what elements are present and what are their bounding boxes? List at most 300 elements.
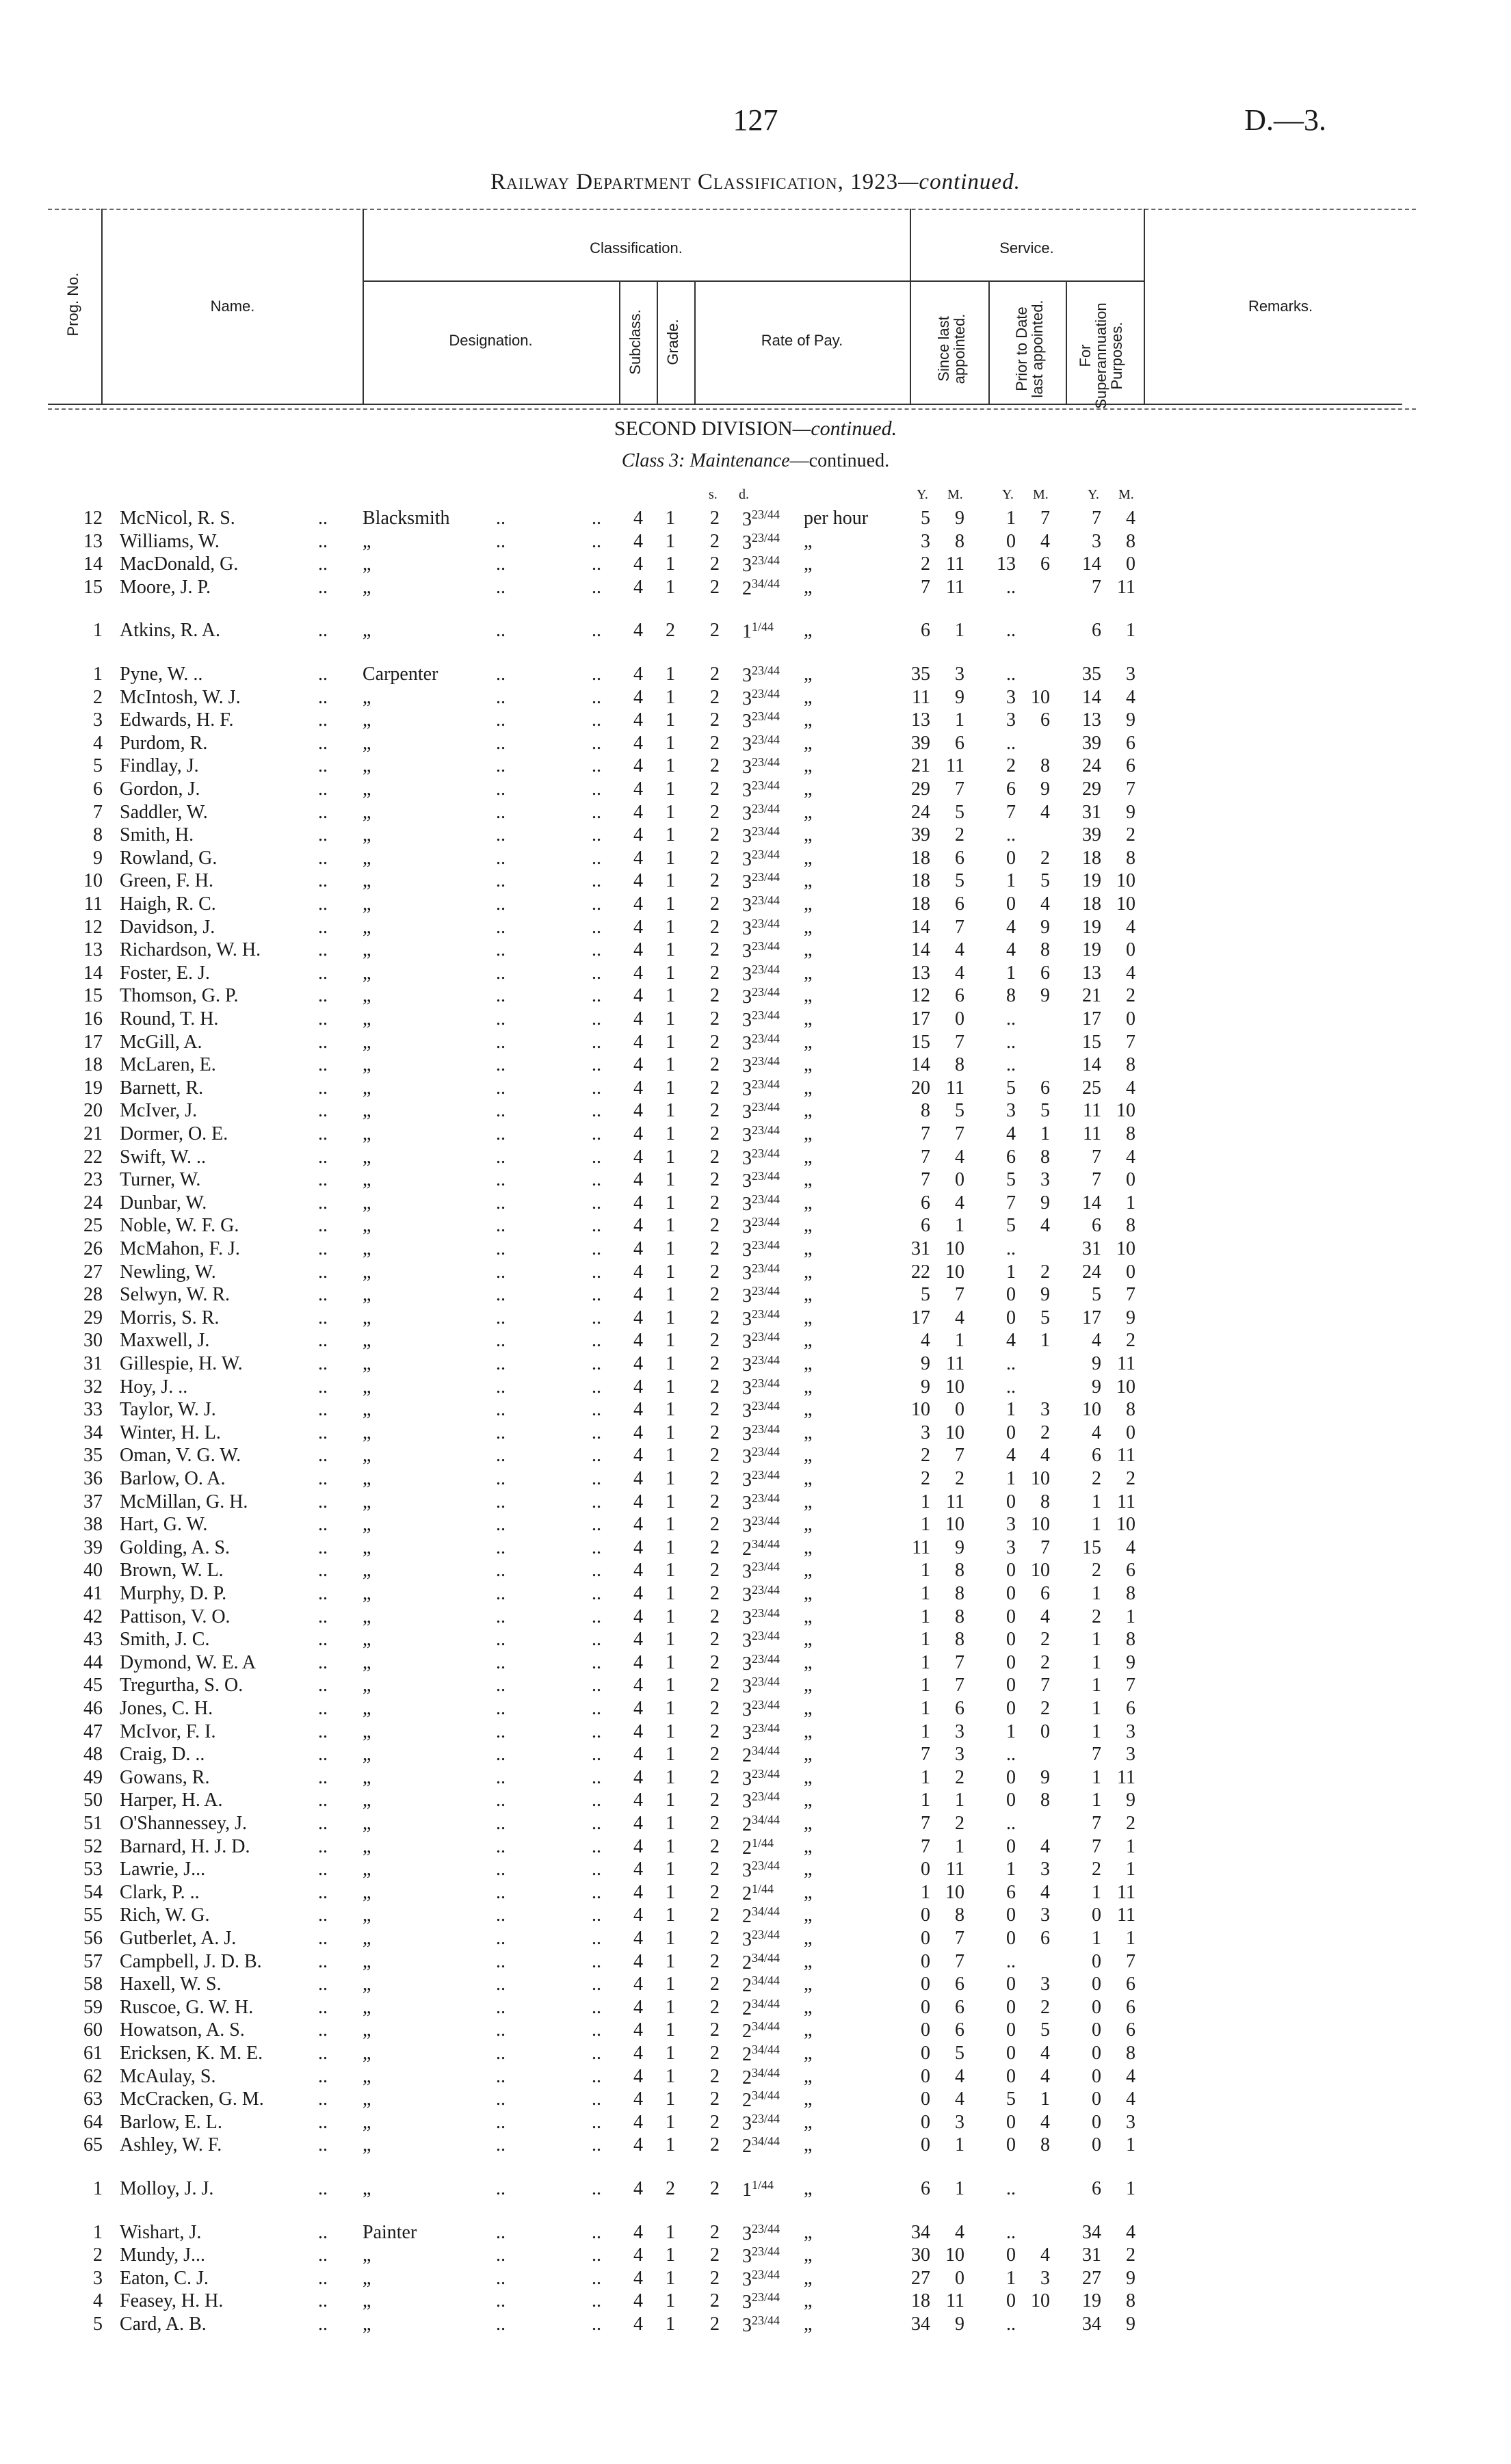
prior-months-cell: 4 bbox=[1040, 2043, 1050, 2064]
since-years-cell: 34 bbox=[911, 2314, 930, 2335]
leader-cell: .. bbox=[318, 1399, 328, 1421]
shillings-cell: 2 bbox=[710, 1307, 720, 1328]
pence-fraction: 1/44 bbox=[752, 620, 774, 634]
leader-cell: .. bbox=[318, 2244, 328, 2266]
super-years-cell: 1 bbox=[1092, 1881, 1101, 1903]
name-cell: Harper, H. A. bbox=[120, 1790, 223, 1811]
shillings-cell: 2 bbox=[710, 778, 720, 800]
since-years-cell: 9 bbox=[921, 1376, 930, 1398]
since-years-cell: 1 bbox=[921, 1675, 930, 1696]
name-cell: Saddler, W. bbox=[120, 801, 208, 823]
super-years-cell: 2 bbox=[1092, 1560, 1101, 1582]
pence-cell bbox=[742, 2178, 774, 2201]
table-row bbox=[0, 1215, 1511, 1238]
shillings-cell: 2 bbox=[710, 709, 720, 731]
leader-cell: .. bbox=[496, 620, 505, 642]
grade-cell: 1 bbox=[666, 1835, 675, 1857]
prog-no-cell: 37 bbox=[83, 1491, 103, 1512]
grade-cell: 1 bbox=[666, 1950, 675, 1972]
name-cell: Green, F. H. bbox=[120, 870, 213, 892]
super-years-cell: 34 bbox=[1082, 2314, 1101, 2335]
super-years-cell: 7 bbox=[1092, 1813, 1101, 1834]
name-cell: McIver, J. bbox=[120, 1100, 198, 1122]
pence-fraction: 23/44 bbox=[752, 2314, 780, 2327]
super-months-cell: 4 bbox=[1126, 1146, 1135, 1168]
leader-cell: .. bbox=[318, 778, 328, 800]
grade-cell: 1 bbox=[666, 1330, 675, 1352]
name-cell: Golding, A. S. bbox=[120, 1536, 231, 1558]
since-years-cell: 0 bbox=[921, 1974, 930, 1995]
leader-cell: .. bbox=[318, 530, 328, 552]
leader-cell: .. bbox=[496, 962, 505, 984]
pence-fraction: 23/44 bbox=[752, 2221, 780, 2236]
shillings-cell: 2 bbox=[710, 1996, 720, 2018]
pence-fraction: 23/44 bbox=[752, 1192, 780, 1206]
leader-cell: .. bbox=[592, 1766, 601, 1788]
subclass-cell: 4 bbox=[633, 530, 643, 552]
prog-no-cell: 49 bbox=[83, 1766, 103, 1788]
super-years-cell: 1 bbox=[1092, 1491, 1101, 1512]
super-months-cell: 8 bbox=[1126, 1215, 1135, 1237]
shillings-cell: 2 bbox=[710, 801, 720, 823]
leader-cell: .. bbox=[496, 1996, 505, 2018]
name-cell: Feasey, H. H. bbox=[120, 2290, 224, 2312]
since-years-cell: 0 bbox=[921, 2134, 930, 2156]
pence-whole: 2 bbox=[742, 1997, 752, 2019]
designation-cell: „ bbox=[363, 2290, 371, 2312]
prog-no-cell: 10 bbox=[83, 870, 103, 892]
subclass-cell: 4 bbox=[633, 1514, 643, 1536]
name-cell: Richardson, W. H. bbox=[120, 939, 261, 961]
table-row bbox=[0, 620, 1511, 643]
grade-cell: 1 bbox=[666, 553, 675, 575]
super-months-cell: 11 bbox=[1117, 576, 1135, 598]
leader-cell: .. bbox=[318, 1238, 328, 1259]
table-row bbox=[0, 1928, 1511, 1951]
leader-cell: .. bbox=[318, 1675, 328, 1696]
pence-cell bbox=[742, 733, 780, 756]
leader-cell: .. bbox=[592, 1813, 601, 1834]
prior-months-cell: 8 bbox=[1040, 939, 1050, 961]
super-years-cell: 7 bbox=[1092, 1744, 1101, 1766]
table-row bbox=[0, 1261, 1511, 1285]
subclass-cell: 4 bbox=[633, 1054, 643, 1076]
prog-no-cell: 21 bbox=[83, 1123, 103, 1144]
subclass-cell: 4 bbox=[633, 1536, 643, 1558]
prior-years-cell: .. bbox=[1006, 620, 1016, 642]
super-months-cell: 1 bbox=[1126, 1835, 1135, 1857]
pence-whole: 2 bbox=[742, 2090, 752, 2112]
rate-unit-cell: „ bbox=[804, 1445, 813, 1467]
pence-cell bbox=[742, 1491, 780, 1515]
divider-classification bbox=[910, 209, 911, 404]
since-years-cell: 0 bbox=[921, 1904, 930, 1926]
leader-cell: .. bbox=[496, 1928, 505, 1949]
super-years-cell: 19 bbox=[1082, 916, 1101, 938]
shillings-cell: 2 bbox=[710, 1560, 720, 1582]
name-cell: McIvor, F. I. bbox=[120, 1720, 216, 1742]
designation-cell: „ bbox=[363, 1445, 371, 1467]
prog-no-cell: 18 bbox=[83, 1054, 103, 1076]
shillings-cell: 2 bbox=[710, 1238, 720, 1259]
name-cell: Ashley, W. F. bbox=[120, 2134, 222, 2156]
pence-fraction: 23/44 bbox=[752, 1651, 780, 1666]
leader-cell: .. bbox=[318, 1421, 328, 1443]
pence-cell bbox=[742, 893, 780, 917]
grade-cell: 1 bbox=[666, 1146, 675, 1168]
super-years-cell: 2 bbox=[1092, 1859, 1101, 1880]
prior-months-cell: 6 bbox=[1040, 709, 1050, 731]
pence-whole: 2 bbox=[742, 2136, 752, 2158]
pence-whole: 3 bbox=[742, 665, 752, 686]
pence-cell bbox=[742, 1721, 780, 1744]
name-cell: Ericksen, K. M. E. bbox=[120, 2043, 263, 2064]
grade-cell: 1 bbox=[666, 1651, 675, 1673]
leader-cell: .. bbox=[592, 1169, 601, 1191]
shillings-cell: 2 bbox=[710, 1192, 720, 1214]
rate-unit-cell: „ bbox=[804, 1008, 813, 1030]
leader-cell: .. bbox=[592, 2267, 601, 2289]
prog-no-cell: 15 bbox=[83, 576, 103, 598]
name-cell: Molloy, J. J. bbox=[120, 2178, 214, 2199]
designation-cell: „ bbox=[363, 2043, 371, 2064]
rate-unit-cell: „ bbox=[804, 1100, 813, 1122]
super-months-cell: 9 bbox=[1126, 2314, 1135, 2335]
leader-cell: .. bbox=[496, 1720, 505, 1742]
prior-months-cell: 1 bbox=[1040, 1123, 1050, 1144]
since-years-cell: 7 bbox=[921, 1123, 930, 1144]
super-months-cell: 9 bbox=[1126, 1790, 1135, 1811]
prior-months-cell: 0 bbox=[1040, 1720, 1050, 1742]
pence-fraction: 23/44 bbox=[752, 2267, 780, 2281]
subclass-cell: 4 bbox=[633, 1238, 643, 1259]
rate-unit-cell: „ bbox=[804, 1421, 813, 1443]
prog-no-cell: 9 bbox=[93, 847, 103, 869]
grade-cell: 1 bbox=[666, 1675, 675, 1696]
leader-cell: .. bbox=[592, 2290, 601, 2312]
prior-years-cell: 0 bbox=[1006, 1974, 1016, 1995]
rate-unit-cell: „ bbox=[804, 1651, 813, 1673]
since-years-cell: 35 bbox=[911, 664, 930, 685]
pence-whole: 3 bbox=[742, 1561, 752, 1583]
super-months-cell: 2 bbox=[1126, 1330, 1135, 1352]
pence-fraction: 23/44 bbox=[752, 1720, 780, 1735]
rate-unit-cell: „ bbox=[804, 1605, 813, 1627]
grade-cell: 1 bbox=[666, 1307, 675, 1328]
pence-cell bbox=[742, 1974, 780, 1997]
subclass-cell: 4 bbox=[633, 1307, 643, 1328]
designation-cell: „ bbox=[363, 1284, 371, 1306]
since-months-cell: 4 bbox=[955, 962, 964, 984]
super-months-cell: 7 bbox=[1126, 1950, 1135, 1972]
leader-cell: .. bbox=[496, 732, 505, 754]
rate-unit-cell: „ bbox=[804, 2267, 813, 2289]
table-row bbox=[0, 1123, 1511, 1146]
rate-unit-cell: „ bbox=[804, 1146, 813, 1168]
pence-whole: 3 bbox=[742, 1193, 752, 1215]
since-months-cell: 10 bbox=[945, 1261, 964, 1283]
subclass-cell: 4 bbox=[633, 2134, 643, 2156]
leader-cell: .. bbox=[318, 1859, 328, 1880]
since-years-cell: 2 bbox=[921, 553, 930, 575]
super-years-cell: 18 bbox=[1082, 847, 1101, 869]
prior-years-cell: .. bbox=[1006, 1950, 1016, 1972]
rate-unit-cell: „ bbox=[804, 530, 813, 552]
rate-unit-cell: „ bbox=[804, 1169, 813, 1191]
prog-no-cell: 4 bbox=[93, 732, 103, 754]
pence-cell bbox=[742, 1169, 780, 1192]
since-years-cell: 1 bbox=[921, 1766, 930, 1788]
rate-unit-cell: „ bbox=[804, 1560, 813, 1582]
prog-no-cell: 2 bbox=[93, 686, 103, 708]
shillings-cell: 2 bbox=[710, 1974, 720, 1995]
prog-no-cell: 47 bbox=[83, 1720, 103, 1742]
since-years-cell: 7 bbox=[921, 1744, 930, 1766]
prior-months-cell: 2 bbox=[1040, 1651, 1050, 1673]
prior-years-cell: 0 bbox=[1006, 2019, 1016, 2041]
subclass-cell: 4 bbox=[633, 732, 643, 754]
subclass-cell: 4 bbox=[633, 1790, 643, 1811]
leader-cell: .. bbox=[592, 2178, 601, 2199]
since-months-cell: 8 bbox=[955, 1605, 964, 1627]
prog-no-cell: 1 bbox=[93, 2178, 103, 2199]
since-years-cell: 21 bbox=[911, 755, 930, 777]
pence-cell bbox=[742, 1997, 780, 2020]
prior-months-cell: 4 bbox=[1040, 1835, 1050, 1857]
super-months-cell: 10 bbox=[1116, 870, 1135, 892]
prior-months-cell: 3 bbox=[1040, 1859, 1050, 1880]
prog-no-cell: 64 bbox=[83, 2111, 103, 2133]
name-cell: Gutberlet, A. J. bbox=[120, 1928, 237, 1949]
super-years-cell: 0 bbox=[1092, 2088, 1101, 2110]
since-months-cell: 10 bbox=[945, 1421, 964, 1443]
super-years-cell: 18 bbox=[1082, 893, 1101, 915]
leader-cell: .. bbox=[592, 847, 601, 869]
pence-whole: 3 bbox=[742, 1010, 752, 1031]
super-years-cell: 1 bbox=[1092, 1675, 1101, 1696]
table-row bbox=[0, 1330, 1511, 1353]
table-row bbox=[0, 1698, 1511, 1721]
super-months-cell: 0 bbox=[1126, 1169, 1135, 1191]
pence-fraction: 23/44 bbox=[752, 1928, 780, 1941]
subclass-cell: 4 bbox=[633, 824, 643, 846]
since-years-cell: 15 bbox=[911, 1031, 930, 1053]
rate-unit-cell: „ bbox=[804, 962, 813, 984]
prog-no-cell: 25 bbox=[83, 1215, 103, 1237]
pence-cell bbox=[742, 1767, 780, 1790]
grade-cell: 1 bbox=[666, 2314, 675, 2335]
name-cell: Jones, C. H. bbox=[120, 1698, 213, 1719]
pence-whole: 2 bbox=[742, 1814, 752, 1835]
prior-months-cell: 5 bbox=[1040, 1307, 1050, 1328]
pence-fraction: 23/44 bbox=[752, 778, 780, 792]
prior-months-cell: 3 bbox=[1040, 1974, 1050, 1995]
pence-whole: 3 bbox=[742, 1492, 752, 1514]
pence-whole: 3 bbox=[742, 895, 752, 916]
leader-cell: .. bbox=[592, 870, 601, 892]
table-row bbox=[0, 1422, 1511, 1445]
pence-whole: 3 bbox=[742, 963, 752, 985]
header-designation: Designation. bbox=[449, 332, 533, 349]
prior-years-cell: 1 bbox=[1006, 870, 1016, 892]
since-months-cell: 9 bbox=[955, 508, 964, 529]
prior-months-cell: 10 bbox=[1031, 2290, 1050, 2312]
pence-whole: 3 bbox=[742, 1170, 752, 1192]
since-years-cell: 1 bbox=[921, 1790, 930, 1811]
since-months-cell: 4 bbox=[955, 2221, 964, 2243]
shillings-cell: 2 bbox=[710, 508, 720, 529]
name-cell: Haxell, W. S. bbox=[120, 1974, 222, 1995]
subclass-cell: 4 bbox=[633, 1835, 643, 1857]
prog-no-cell: 57 bbox=[83, 1950, 103, 1972]
grade-cell: 1 bbox=[666, 939, 675, 961]
prior-years-cell: .. bbox=[1006, 664, 1016, 685]
prior-months-cell: 9 bbox=[1040, 916, 1050, 938]
name-cell: McAulay, S. bbox=[120, 2065, 216, 2087]
super-years-cell: 5 bbox=[1092, 1284, 1101, 1306]
grade-cell: 1 bbox=[666, 1514, 675, 1536]
subclass-cell: 4 bbox=[633, 553, 643, 575]
pence-fraction: 23/44 bbox=[752, 508, 780, 521]
designation-cell: „ bbox=[363, 1904, 371, 1926]
leader-cell: .. bbox=[496, 1330, 505, 1352]
pence-cell bbox=[742, 531, 780, 554]
since-months-cell: 5 bbox=[955, 1100, 964, 1122]
prog-no-cell: 28 bbox=[83, 1284, 103, 1306]
pence-cell bbox=[742, 2290, 780, 2314]
name-cell: Eaton, C. J. bbox=[120, 2267, 209, 2289]
name-cell: Mundy, J... bbox=[120, 2244, 205, 2266]
subclass-cell: 4 bbox=[633, 664, 643, 685]
pence-fraction: 23/44 bbox=[752, 985, 780, 999]
name-cell: Gowans, R. bbox=[120, 1766, 210, 1788]
prior-months-cell: 8 bbox=[1040, 2134, 1050, 2156]
prog-no-cell: 5 bbox=[93, 2314, 103, 2335]
pence-whole: 3 bbox=[742, 2268, 752, 2290]
leader-cell: .. bbox=[496, 1651, 505, 1673]
rate-unit-cell: „ bbox=[804, 824, 813, 846]
super-months-cell: 1 bbox=[1126, 1928, 1135, 1949]
designation-cell: „ bbox=[363, 1835, 371, 1857]
prog-no-cell: 1 bbox=[93, 2221, 103, 2243]
grade-cell: 1 bbox=[666, 1813, 675, 1834]
pence-fraction: 23/44 bbox=[752, 916, 780, 930]
rate-unit-cell: „ bbox=[804, 1790, 813, 1811]
table-row bbox=[0, 1146, 1511, 1170]
leader-cell: .. bbox=[496, 1698, 505, 1719]
grade-cell: 1 bbox=[666, 1054, 675, 1076]
leader-cell: .. bbox=[318, 962, 328, 984]
super-months-cell: 3 bbox=[1126, 2111, 1135, 2133]
title-cont: —continued. bbox=[898, 170, 1021, 194]
super-months-cell: 8 bbox=[1126, 2290, 1135, 2312]
pence-cell bbox=[742, 1790, 780, 1813]
prior-months-cell: 8 bbox=[1040, 1790, 1050, 1811]
subclass-cell: 4 bbox=[633, 2267, 643, 2289]
rate-unit-cell: „ bbox=[804, 1698, 813, 1719]
grade-cell: 1 bbox=[666, 1215, 675, 1237]
since-years-cell: 14 bbox=[911, 939, 930, 961]
leader-cell: .. bbox=[318, 2088, 328, 2110]
super-months-cell: 8 bbox=[1126, 2043, 1135, 2064]
pence-whole: 3 bbox=[742, 532, 752, 553]
prior-years-cell: 0 bbox=[1006, 2290, 1016, 2312]
leader-cell: .. bbox=[592, 508, 601, 529]
leader-cell: .. bbox=[318, 1123, 328, 1144]
since-months-cell: 6 bbox=[955, 893, 964, 915]
super-months-cell: 6 bbox=[1126, 755, 1135, 777]
name-cell: Howatson, A. S. bbox=[120, 2019, 245, 2041]
prior-years-cell: 0 bbox=[1006, 1651, 1016, 1673]
rate-unit-cell: „ bbox=[804, 2019, 813, 2041]
since-months-cell: 5 bbox=[955, 870, 964, 892]
super-years-cell: 1 bbox=[1092, 1698, 1101, 1719]
table-row bbox=[0, 1077, 1511, 1101]
prior-years-cell: .. bbox=[1006, 1054, 1016, 1076]
leader-cell: .. bbox=[496, 1169, 505, 1191]
rate-unit-cell: „ bbox=[804, 1238, 813, 1259]
pence-cell bbox=[742, 1560, 780, 1583]
rate-unit-cell: „ bbox=[804, 576, 813, 598]
since-months-cell: 7 bbox=[955, 778, 964, 800]
prior-years-cell: 0 bbox=[1006, 1284, 1016, 1306]
table-row bbox=[0, 1054, 1511, 1077]
pence-cell bbox=[742, 553, 780, 577]
subclass-cell: 4 bbox=[633, 1629, 643, 1651]
shillings-cell: 2 bbox=[710, 1950, 720, 1972]
since-years-cell: 9 bbox=[921, 1353, 930, 1374]
prog-no-cell: 12 bbox=[83, 916, 103, 938]
pence-whole: 3 bbox=[742, 1768, 752, 1790]
shillings-cell: 2 bbox=[710, 2244, 720, 2266]
table-row bbox=[0, 2134, 1511, 2158]
grade-cell: 1 bbox=[666, 1974, 675, 1995]
table-row bbox=[0, 2066, 1511, 2089]
leader-cell: .. bbox=[318, 1766, 328, 1788]
table-row bbox=[0, 1974, 1511, 1997]
table-row bbox=[0, 1169, 1511, 1192]
prog-no-cell: 34 bbox=[83, 1421, 103, 1443]
leader-cell: .. bbox=[318, 2134, 328, 2156]
since-years-cell: 29 bbox=[911, 778, 930, 800]
pence-cell bbox=[742, 1904, 780, 1928]
leader-cell: .. bbox=[318, 1468, 328, 1489]
since-years-cell: 24 bbox=[911, 801, 930, 823]
leader-cell: .. bbox=[496, 1766, 505, 1788]
leader-cell: .. bbox=[496, 1813, 505, 1834]
rate-unit-cell: „ bbox=[804, 939, 813, 961]
shillings-cell: 2 bbox=[710, 755, 720, 777]
subclass-cell: 4 bbox=[633, 1330, 643, 1352]
pence-whole: 3 bbox=[742, 733, 752, 755]
leader-cell: .. bbox=[496, 2290, 505, 2312]
pence-cell bbox=[742, 1445, 780, 1468]
prog-no-cell: 41 bbox=[83, 1583, 103, 1604]
subclass-cell: 4 bbox=[633, 1146, 643, 1168]
prog-no-cell: 26 bbox=[83, 1238, 103, 1259]
leader-cell: .. bbox=[592, 1605, 601, 1627]
pence-whole: 3 bbox=[742, 1101, 752, 1123]
leader-cell: .. bbox=[496, 1215, 505, 1237]
table-row bbox=[0, 1675, 1511, 1698]
leader-cell: .. bbox=[318, 1629, 328, 1651]
pence-whole: 3 bbox=[742, 1722, 752, 1744]
rate-unit-cell: „ bbox=[804, 2111, 813, 2133]
designation-cell: „ bbox=[363, 1536, 371, 1558]
since-months-cell: 10 bbox=[945, 2244, 964, 2266]
super-months-cell: 4 bbox=[1126, 962, 1135, 984]
leader-cell: .. bbox=[592, 1123, 601, 1144]
